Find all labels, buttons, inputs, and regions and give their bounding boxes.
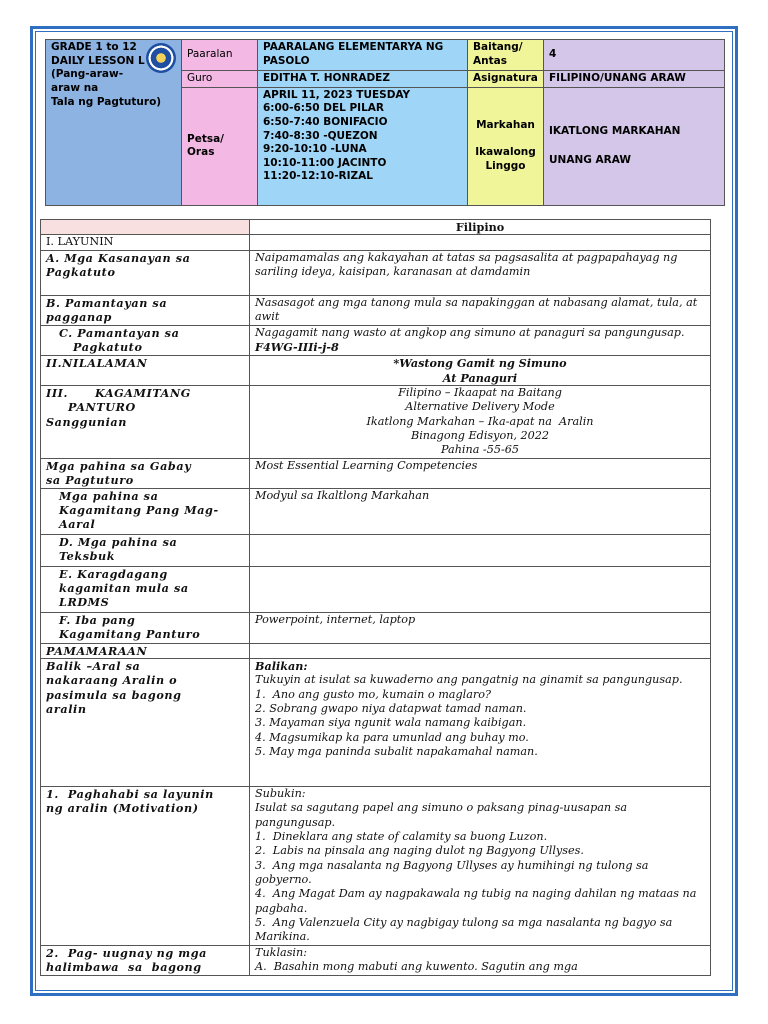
label-line: E. Karagdagang	[59, 566, 168, 581]
grade-line: (Pang-araw-araw na	[51, 68, 124, 94]
label-line: B. Pamantayan sa	[46, 295, 168, 310]
label-line: A. Mga Kasanayan sa	[46, 250, 191, 265]
baitang-value: 4	[544, 40, 725, 71]
teksbuk-value	[250, 534, 711, 566]
competency-code: F4WG-IIIi-j-8	[255, 339, 339, 354]
lesson-table	[40, 219, 711, 976]
label-line: Mga pahina sa	[59, 488, 159, 503]
markahan-label	[468, 87, 544, 205]
label-line: Pagkatuto	[46, 264, 116, 279]
kagamitang-mag-aaral-label	[41, 488, 250, 534]
label-line: PANTURO	[68, 400, 136, 415]
label-line: Balik –Aral sa	[46, 658, 141, 673]
label-line: 1. Paghahabi sa layunin	[46, 786, 214, 801]
grade-line: Tala ng Pagtuturo)	[51, 95, 162, 108]
ikawalong-label-line: Ikawalong	[475, 146, 536, 159]
subukin-item: 1. Dineklara ang state of calamity sa buong Luzon.	[255, 829, 548, 843]
nilalaman-line: *Wastong Gamit ng Simuno	[393, 356, 567, 371]
markahan-label-text: Markahan	[476, 118, 535, 131]
reference-line: Binagong Edisyon, 2022	[411, 428, 549, 442]
subukin-title: Subukin:	[255, 786, 306, 800]
balikan-item: 4. Magsumikap ka para umunlad ang buhay mo.	[255, 730, 529, 744]
subukin-item: 2. Labis na pinsala ang naging dulot ng Bagyong Ullyses.	[255, 844, 584, 858]
paaralan-value: PAARALANG ELEMENTARYA NG PASOLO	[258, 40, 468, 71]
petsa-line: 10:10-11:00 JACINTO	[263, 156, 387, 169]
pamantayan-pagganap-label	[41, 295, 250, 325]
guro-label: Guro	[182, 71, 258, 88]
araw-value-text: UNANG ARAW	[549, 154, 631, 167]
teksbuk-label	[41, 534, 250, 566]
iba-pang-kagamitan-label	[41, 612, 250, 643]
label-line: Sanggunian	[46, 414, 128, 429]
kasanayan-value: Naipamamalas ang kakayahan at tatas sa pagsasalita at pagpapahayag ng sariling ideya, kaisipan, karanasan at damdamin	[250, 250, 711, 295]
petsa-line: 6:00-6:50 DEL PILAR	[263, 102, 384, 115]
pamamaraan-label: PAMAMARAAN	[41, 643, 250, 658]
balikan-item: 3. Mayaman siya ngunit wala namang kaibigan.	[255, 716, 527, 730]
nilalaman-value	[250, 356, 711, 386]
subukin-item: 5. Ang Valenzuela City ay nagbigay tulong sa mga nasalanta ng bagyo sa Marikina.	[255, 915, 676, 944]
kasanayan-label	[41, 250, 250, 295]
petsa-line: APRIL 11, 2023 TUESDAY	[263, 88, 411, 101]
balikan-item: 1. Ano ang gusto mo, kumain o maglaro?	[255, 687, 491, 701]
lrdms-value	[250, 566, 711, 612]
grade-cell	[46, 40, 182, 206]
label-line: LRDMS	[59, 595, 110, 610]
petsa-label	[182, 87, 258, 205]
pamantayan-pagkatuto-label	[41, 325, 250, 356]
layunin-value	[250, 235, 711, 250]
asignatura-label: Asignatura	[468, 71, 544, 88]
paghahabi-label	[41, 786, 250, 945]
petsa-line: 9:20-10:10 -LUNA	[263, 143, 367, 156]
label-line: Mga pahina sa Gabay	[46, 458, 192, 473]
label-line: kagamitan mula sa	[59, 580, 189, 595]
subukin-item: 4. Ang Magat Dam ay nagpakawala ng tubig na naging dahilan ng mataas na pagbaha.	[255, 887, 700, 915]
iba-pang-kagamitan-value: Powerpoint, internet, laptop	[250, 612, 711, 643]
balikan-title: Balikan:	[255, 658, 308, 673]
paguugnay-value	[250, 945, 711, 975]
balikan-instructions: Tukuyin at isulat sa kuwaderno ang pangatnig na ginamit sa pangungusap.	[255, 673, 683, 687]
subukin-instructions: Isulat sa sagutang papel ang simuno o paksang pinag-uusapan sa pangungusap.	[255, 801, 628, 829]
petsa-line: 6:50-7:40 BONIFACIO	[263, 115, 388, 128]
markahan-value	[544, 87, 725, 205]
label-line: D. Mga pahina sa	[59, 534, 178, 549]
label-line: Pagkatuto	[73, 339, 143, 354]
balik-aral-value	[250, 658, 711, 786]
tuklasin-instructions: A. Basahin mong mabuti ang kuwento. Sagutin ang mga	[255, 959, 578, 973]
pamamaraan-value	[250, 643, 711, 658]
baitang-label: Baitang/ Antas	[468, 40, 544, 71]
label-line: pasimula sa bagong	[46, 687, 182, 702]
label-line: nakaraang Aralin o	[46, 673, 178, 688]
label-line: F. Iba pang	[59, 612, 136, 627]
nilalaman-label: II.NILALAMAN	[41, 356, 250, 386]
label-line: ng aralin (Motivation)	[46, 801, 199, 816]
deped-seal-icon	[146, 43, 176, 73]
nilalaman-line: At Panaguri	[442, 370, 518, 385]
pagkatuto-text: Nagagamit nang wasto at angkop ang simuno at panaguri sa pangungusap.	[255, 325, 685, 339]
paghahabi-value	[250, 786, 711, 945]
header-table	[45, 39, 725, 206]
subject-header: Filipino	[250, 220, 711, 235]
petsa-value	[258, 87, 468, 205]
lrdms-label	[41, 566, 250, 612]
pamantayan-pagkatuto-value	[250, 325, 711, 356]
label-line: C. Pamantayan sa	[59, 325, 180, 340]
paguugnay-label	[41, 945, 250, 975]
label-line: halimbawa sa bagong	[46, 959, 202, 974]
label-line: 2. Pag- uugnay ng mga	[46, 945, 208, 960]
kagamitan-label	[41, 385, 250, 458]
petsa-line: 11:20-12:10-RIZAL	[263, 170, 373, 183]
petsa-label-line: Oras	[187, 146, 215, 159]
ikawalong-label-line: Linggo	[485, 159, 526, 172]
tuklasin-title: Tuklasin:	[255, 945, 307, 959]
gabay-value: Most Essential Learning Competencies	[250, 458, 711, 488]
reference-line: Pahina -55-65	[441, 443, 519, 457]
petsa-line: 7:40-8:30 -QUEZON	[263, 129, 378, 142]
label-line: Aaral	[59, 517, 96, 532]
corner-cell	[41, 220, 250, 235]
balik-aral-label	[41, 658, 250, 786]
kagamitang-mag-aaral-value: Modyul sa Ikaltlong Markahan	[250, 488, 711, 534]
label-line: pagganap	[46, 309, 112, 324]
reference-line: Alternative Delivery Mode	[405, 400, 555, 414]
guro-value: EDITHA T. HONRADEZ	[258, 71, 468, 88]
label-line: III. KAGAMITANG	[46, 385, 191, 400]
layunin-label: I. LAYUNIN	[41, 235, 250, 250]
label-line: sa Pagtuturo	[46, 472, 134, 487]
grade-line: DAILY LESSON L	[51, 54, 145, 67]
paaralan-label: Paaralan	[182, 40, 258, 71]
petsa-label-line: Petsa/	[187, 132, 225, 145]
pamantayan-pagganap-value: Nasasagot ang mga tanong mula sa napakinggan at nabasang alamat, tula, at awit	[250, 295, 711, 325]
label-line: Teksbuk	[59, 548, 116, 563]
balikan-item: 5. May mga paninda subalit napakamahal naman.	[255, 744, 538, 758]
markahan-value-text: IKATLONG MARKAHAN	[549, 124, 681, 137]
grade-line: GRADE 1 to 12	[51, 41, 137, 53]
label-line: Kagamitang Pang Mag-	[59, 502, 219, 517]
label-line: Kagamitang Panturo	[59, 626, 201, 641]
reference-line: Filipino – Ikaapat na Baitang	[398, 385, 562, 399]
label-line: aralin	[46, 701, 87, 716]
reference-line: Ikatlong Markahan – Ika-apat na Aralin	[366, 414, 594, 428]
asignatura-value: FILIPINO/UNANG ARAW	[544, 71, 725, 88]
kagamitan-value	[250, 385, 711, 458]
balikan-item: 2. Sobrang gwapo niya datapwat tamad naman.	[255, 701, 527, 715]
gabay-label	[41, 458, 250, 488]
subukin-item: 3. Ang mga nasalanta ng Bagyong Ullyses ay humihingi ng tulong sa gobyerno.	[255, 858, 653, 886]
